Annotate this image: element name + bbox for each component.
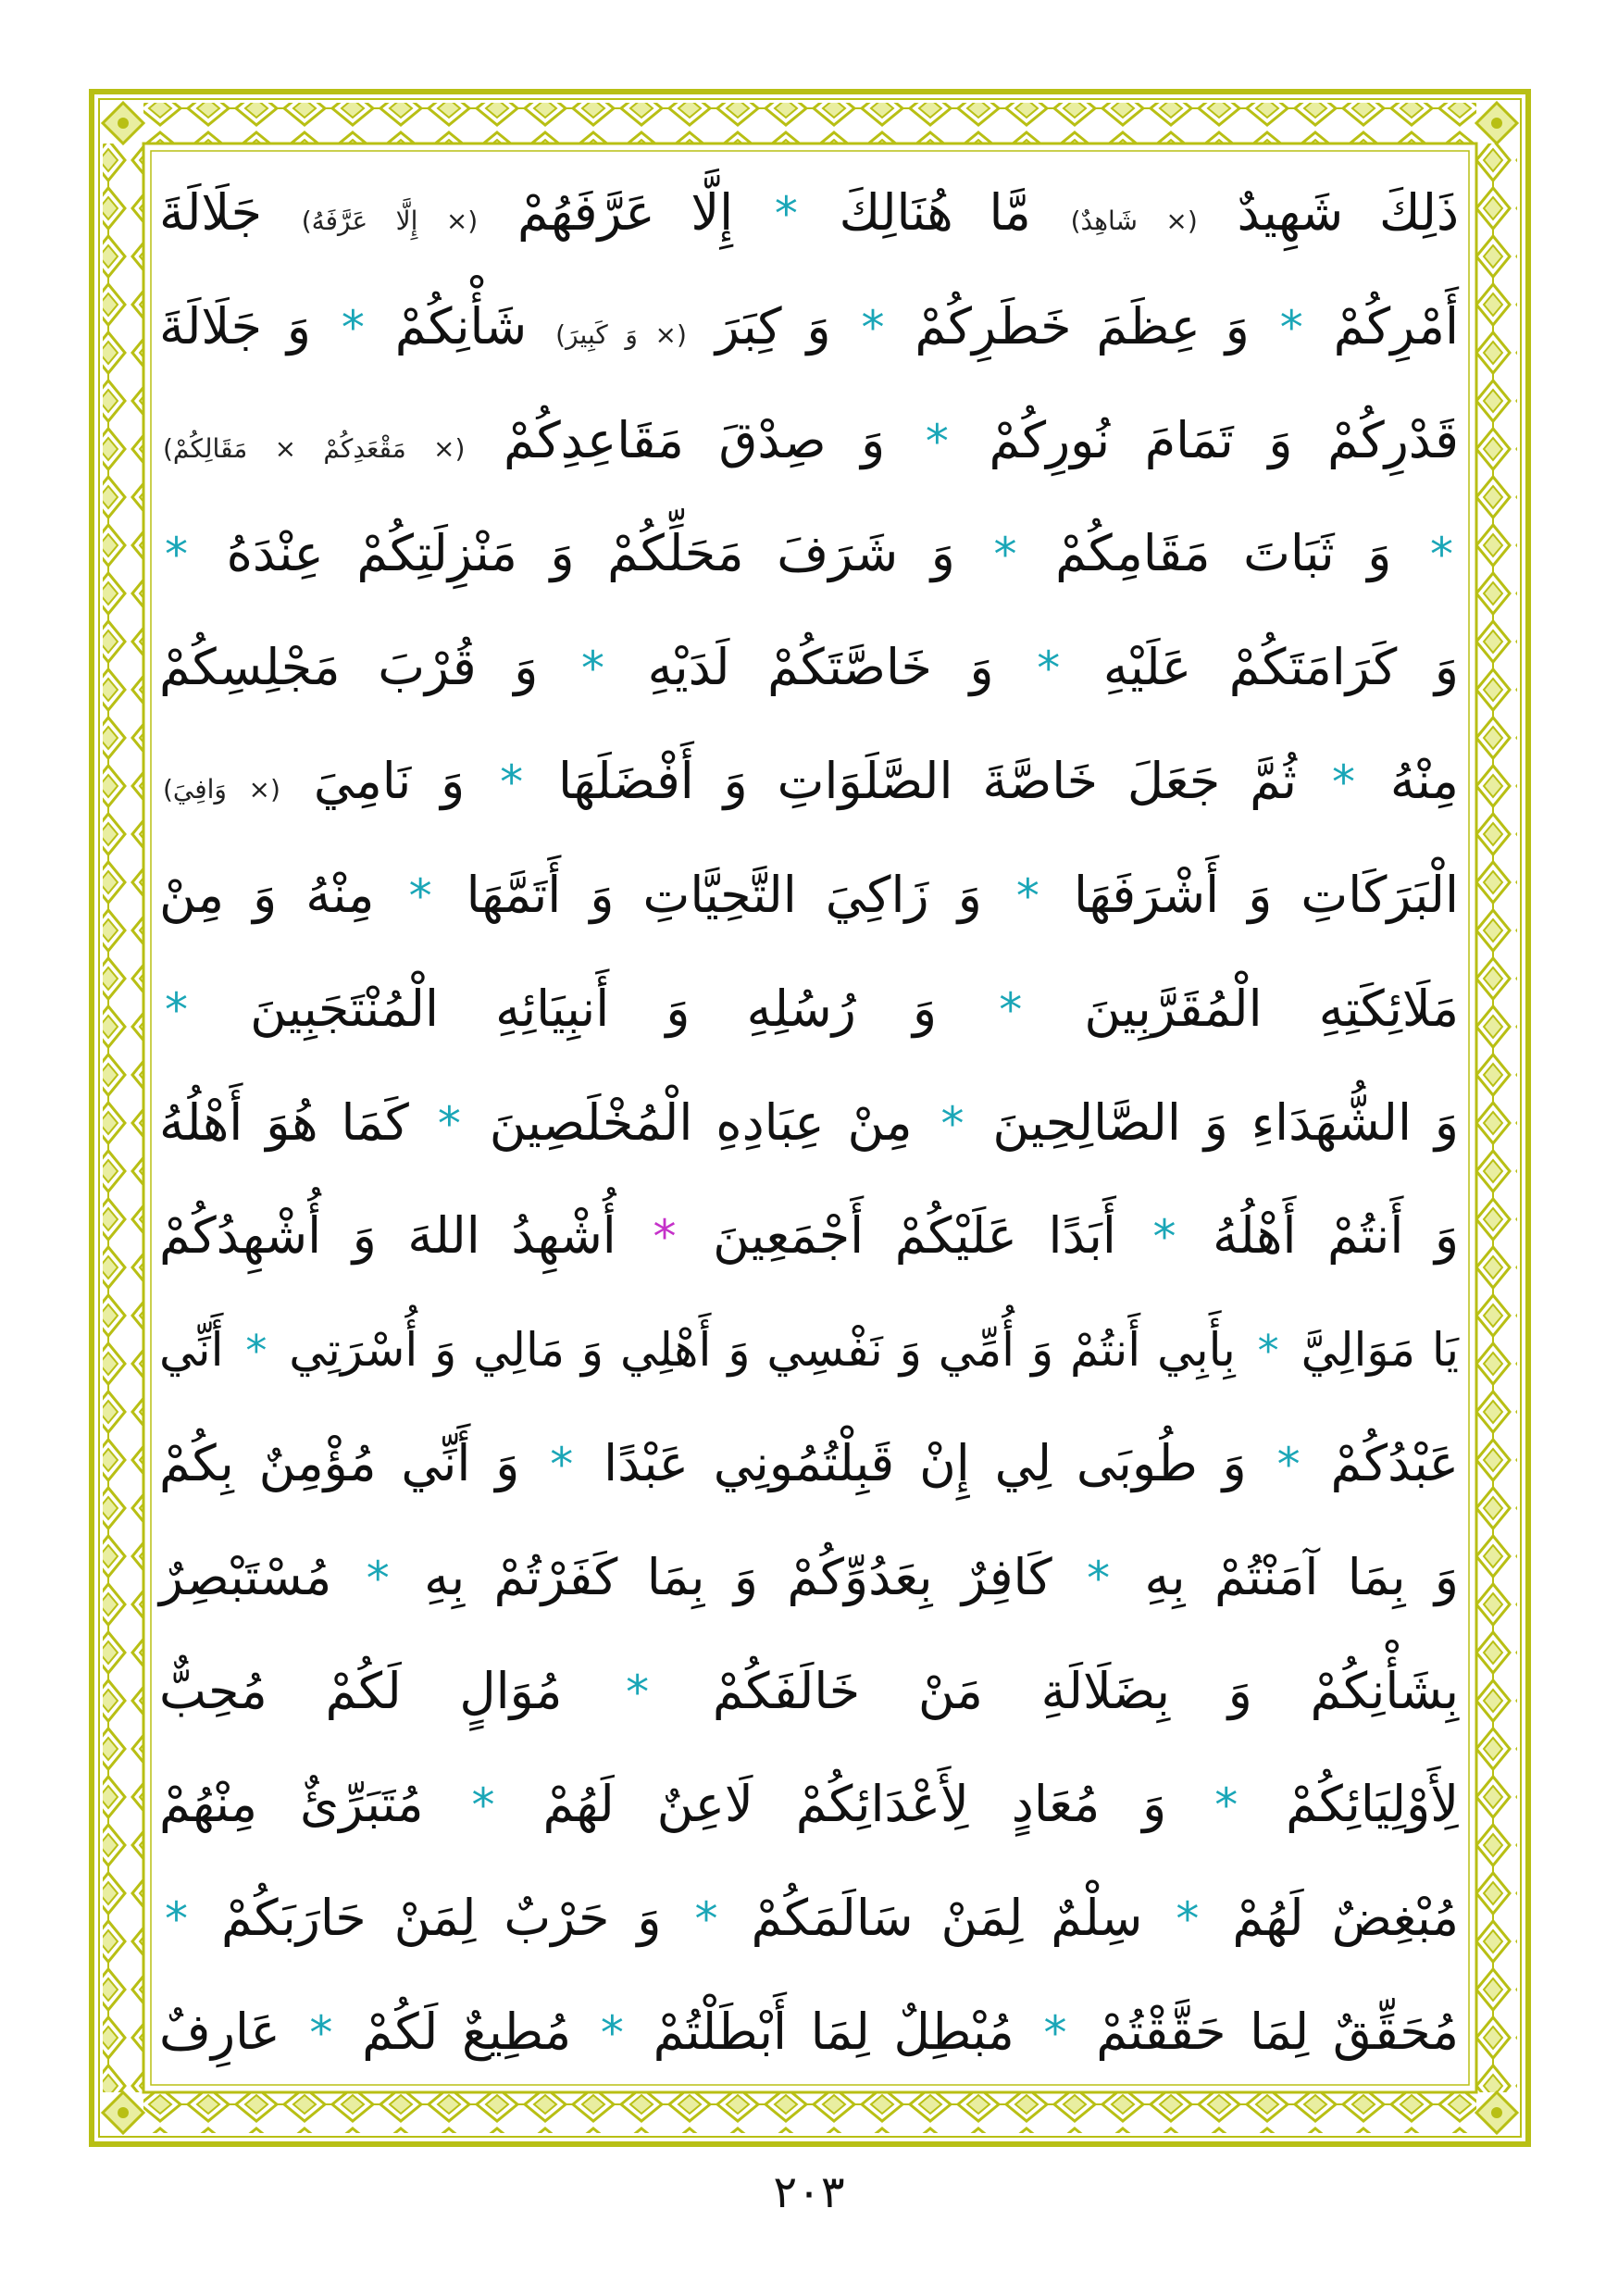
star-separator-icon: * [940, 1096, 965, 1151]
star-separator-icon: * [471, 1778, 495, 1833]
text-segment: كَافِرٌ بِعَدُوِّكُمْ وَ بِمَا كَفَرْتُمْ بِهِ [424, 1547, 1052, 1606]
text-segment: أَمْرِكُمْ [1333, 296, 1459, 356]
text-segment: وَ أَنتُمْ أَهْلُهُ [1213, 1206, 1460, 1266]
star-separator-icon: * [500, 755, 524, 810]
star-separator-icon: * [999, 982, 1023, 1037]
text-line-16 [159, 1872, 1459, 1965]
star-separator-magenta-icon: * [653, 1210, 677, 1265]
text-segment: مُطِيعٌ لَكُمْ [362, 2003, 572, 2061]
star-separator-icon: * [165, 982, 188, 1037]
text-segment: وَ ثَبَاتَ مَقَامِكُمْ [1055, 524, 1392, 583]
star-separator-icon: * [1087, 1551, 1111, 1605]
text-segment: لِأَوْلِيَائِكُمْ [1286, 1775, 1460, 1834]
star-separator-icon: * [165, 1892, 188, 1947]
star-separator-icon: * [694, 1892, 718, 1947]
star-separator-icon: * [861, 300, 885, 355]
text-segment: أُشْهِدُ اللهَ وَ أُشْهِدُكُمْ [159, 1206, 616, 1266]
star-separator-icon: * [550, 1437, 574, 1491]
text-segment: مُبْطِلٌ لِمَا أَبْطَلْتُمْ [653, 2003, 1014, 2061]
text-segment: مُوَالٍ لَكُمْ مُحِبٌّ [159, 1661, 563, 1720]
star-separator-icon: * [1214, 1778, 1238, 1833]
text-segment: عَارِفٌ [159, 2003, 280, 2061]
text-segment: وَ نَامِيَ [313, 752, 466, 811]
text-segment: مَلَائِكَتِهِ الْمُقَرَّبِينَ [1084, 979, 1460, 1038]
star-separator-icon: * [1152, 1210, 1176, 1265]
text-segment: وَ كَرَامَتَكُمْ عَلَيْهِ [1102, 638, 1459, 697]
variant-note: (× مَقْعَدِكُمْ × مَقَالِكُمْ) [163, 432, 466, 464]
text-segment: وَ جَلَالَةَ [159, 296, 311, 356]
star-separator-icon: * [1331, 755, 1355, 810]
star-separator-icon: * [993, 528, 1017, 582]
text-segment: وَ بِمَا آمَنْتُمْ بِهِ [1144, 1547, 1460, 1606]
text-line-3 [159, 394, 1459, 487]
text-line-4 [159, 507, 1459, 600]
text-line-11 [159, 1304, 1459, 1396]
text-segment: وَ الشُّهَدَاءِ وَ الصَّالِحِينَ [992, 1092, 1459, 1152]
star-separator-icon: * [366, 1551, 390, 1605]
text-segment: مُسْتَبْصِرٌ [159, 1547, 332, 1606]
text-line-5 [159, 621, 1459, 714]
text-segment: أَبَدًا عَلَيْكُمْ أَجْمَعِينَ [713, 1206, 1116, 1266]
text-segment: قَدْرِكُمْ وَ تَمَامَ نُورِكُمْ [989, 410, 1459, 469]
text-segment: بِأَبِي أَنتُمْ وَ أُمِّي وَ نَفْسِي وَ أَهْلِي وَ مَالِي وَ أُسْرَتِي [289, 1323, 1236, 1378]
text-line-13 [159, 1531, 1459, 1624]
variant-note: (× وَافِيَ) [163, 774, 280, 805]
text-segment: مُحَقِّقٌ لِمَا حَقَّقْتُمْ [1096, 2003, 1460, 2061]
star-separator-icon: * [1430, 528, 1453, 582]
star-separator-icon: * [774, 187, 798, 241]
text-segment: وَ طُوبَى لِي إِنْ قَبِلْتُمُونِي عَبْدًا [604, 1433, 1247, 1492]
star-separator-icon: * [1276, 1437, 1301, 1491]
text-line-7 [159, 849, 1459, 942]
star-separator-icon: * [1176, 1892, 1200, 1947]
text-segment: مِنْهُ وَ مِنْ [159, 865, 375, 924]
page-number: ٢٠٣ [773, 2166, 845, 2218]
variant-note: (× شَاهِدٌ) [1070, 206, 1198, 236]
text-line-9 [159, 1077, 1459, 1169]
star-separator-icon: * [408, 868, 432, 923]
text-line-17 [159, 1986, 1459, 2078]
text-segment: بِشَأْنِكُمْ وَ بِضَلَالَةِ مَنْ خَالَفَكُمْ [712, 1661, 1459, 1720]
text-line-2 [159, 281, 1459, 373]
text-segment: وَ كِبَرَ [715, 296, 831, 356]
star-separator-icon: * [626, 1665, 650, 1719]
text-line-6 [159, 735, 1459, 828]
star-separator-icon: * [925, 414, 949, 468]
star-separator-icon: * [165, 528, 188, 582]
variant-note: (× وَ كَبِيرَ) [555, 318, 687, 350]
text-segment: سِلْمٌ لِمَنْ سَالَمَكُمْ [751, 1889, 1143, 1948]
text-segment: مُتَبَرِّئٌ مِنْهُمْ [159, 1775, 424, 1834]
text-segment: وَ حَرْبٌ لِمَنْ حَارَبَكُمْ [220, 1889, 662, 1948]
text-segment: الْبَرَكَاتِ وَ أَشْرَفَهَا [1073, 865, 1459, 924]
text-segment: ذَلِكَ شَهِيدٌ [1237, 183, 1460, 242]
text-segment: وَ شَرَفَ مَحَلِّكُمْ وَ مَنْزِلَتِكُمْ عِنْدَهُ [226, 524, 955, 583]
text-segment: وَ عِظَمَ خَطَرِكُمْ [915, 296, 1250, 356]
text-segment: كَمَا هُوَ أَهْلُهُ [159, 1092, 409, 1152]
star-separator-icon: * [600, 2006, 624, 2060]
variant-note: (× إِلَّا عَرَّفَهُ) [301, 206, 479, 236]
star-separator-icon: * [1015, 868, 1039, 923]
text-segment: وَ صِدْقَ مَقَاعِدِكُمْ [504, 410, 886, 469]
text-segment: وَ قُرْبَ مَجْلِسِكُمْ [159, 638, 539, 697]
text-body [159, 167, 1459, 2078]
text-segment: إِلَّا عَرَّفَهُمْ [517, 183, 734, 242]
text-segment: مَّا هُنَالِكَ [839, 183, 1031, 242]
text-segment: مُبْغِضٌ لَهُمْ [1232, 1889, 1460, 1948]
text-line-10 [159, 1190, 1459, 1282]
star-separator-icon: * [437, 1096, 461, 1151]
text-segment: جَلَالَةَ [159, 183, 263, 242]
text-segment: وَ رُسُلِهِ وَ أَنبِيَائِهِ الْمُنْتَجَبِينَ [250, 979, 938, 1038]
text-segment: وَ أَنِّي مُؤْمِنٌ بِكُمْ [159, 1433, 520, 1492]
text-line-8 [159, 963, 1459, 1055]
text-segment: شَأْنِكُمْ [394, 296, 528, 356]
text-line-1 [159, 167, 1459, 259]
text-segment: عَبْدُكُمْ [1330, 1433, 1459, 1492]
text-segment: وَ مُعَادٍ لِأَعْدَائِكُمْ لَاعِنٌ لَهُمْ [542, 1775, 1167, 1834]
text-segment: ثُمَّ جَعَلَ خَاصَّةَ الصَّلَوَاتِ وَ أَفْضَلَهَا [557, 752, 1298, 811]
text-segment: وَ خَاصَّتَكُمْ لَدَيْهِ [647, 638, 994, 697]
text-line-15 [159, 1758, 1459, 1851]
star-separator-icon: * [1037, 642, 1061, 696]
text-line-14 [159, 1645, 1459, 1738]
star-separator-icon: * [309, 2006, 333, 2060]
text-segment: مِنْ عِبَادِهِ الْمُخْلَصِينَ [489, 1092, 913, 1152]
text-segment: وَ زَاكِيَ التَّحِيَّاتِ وَ أَتَمَّهَا [466, 865, 982, 924]
star-separator-icon: * [1279, 300, 1303, 355]
star-separator-icon: * [1257, 1326, 1279, 1377]
text-line-12 [159, 1417, 1459, 1510]
star-separator-icon: * [1043, 2006, 1067, 2060]
text-segment: يَا مَوَالِيَّ [1301, 1323, 1460, 1378]
star-separator-icon: * [341, 300, 365, 355]
star-separator-icon: * [581, 642, 605, 696]
text-segment: مِنْهُ [1389, 752, 1459, 811]
text-segment: أَنِّي [159, 1323, 224, 1378]
star-separator-icon: * [245, 1326, 268, 1377]
